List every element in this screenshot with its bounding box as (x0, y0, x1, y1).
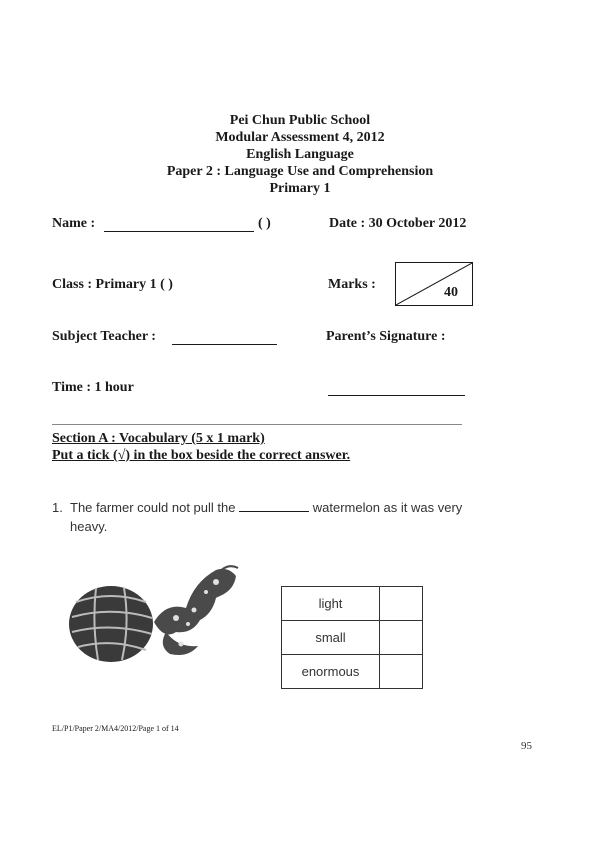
subject-teacher-label: Subject Teacher : (52, 329, 156, 344)
tick-box-small[interactable] (380, 621, 423, 655)
level-title: Primary 1 (269, 181, 331, 196)
register-number-brackets: ( ) (258, 216, 271, 231)
question-text-before: The farmer could not pull the (70, 500, 236, 515)
subject-title: English Language (246, 147, 354, 162)
name-blank[interactable] (104, 219, 254, 232)
answer-options-table (281, 586, 423, 689)
option-label-light: light (282, 587, 380, 621)
class-label: Class : Primary 1 ( ) (52, 277, 173, 292)
option-row (282, 587, 423, 621)
subject-teacher-blank[interactable] (172, 332, 277, 345)
answer-blank[interactable] (239, 499, 309, 512)
option-row (282, 621, 423, 655)
question-number: 1. (52, 500, 63, 515)
divider-line (52, 424, 462, 425)
option-row (282, 655, 423, 689)
school-name: Pei Chun Public School (229, 113, 371, 128)
parent-signature-blank[interactable] (328, 383, 465, 396)
option-label-enormous: enormous (282, 655, 380, 689)
time-label: Time : 1 hour (52, 380, 134, 395)
question-1 (52, 498, 472, 536)
tick-box-light[interactable] (380, 587, 423, 621)
handwritten-page-number: 95 (521, 740, 532, 752)
assessment-title: Modular Assessment 4, 2012 (215, 130, 385, 145)
marks-box (395, 262, 473, 306)
section-title: Section A : Vocabulary (5 x 1 mark) (52, 431, 265, 446)
marks-diagonal-line (396, 263, 472, 305)
exam-date: Date : 30 October 2012 (329, 216, 467, 231)
marks-label: Marks : (328, 277, 376, 292)
option-label-small: small (282, 621, 380, 655)
question-text-after: watermelon as it was very heavy. (70, 500, 463, 534)
paper-title: Paper 2 : Language Use and Comprehension (166, 164, 434, 179)
name-label: Name : (52, 216, 96, 231)
watermelon-vine-illustration (66, 562, 246, 672)
section-instruction: Put a tick (√) in the box beside the correct answer. (52, 448, 351, 463)
tick-box-enormous[interactable] (380, 655, 423, 689)
parent-signature-label: Parent’s Signature : (326, 329, 446, 344)
marks-total: 40 (444, 285, 458, 300)
page-footer-code: EL/P1/Paper 2/MA4/2012/Page 1 of 14 (52, 724, 179, 733)
